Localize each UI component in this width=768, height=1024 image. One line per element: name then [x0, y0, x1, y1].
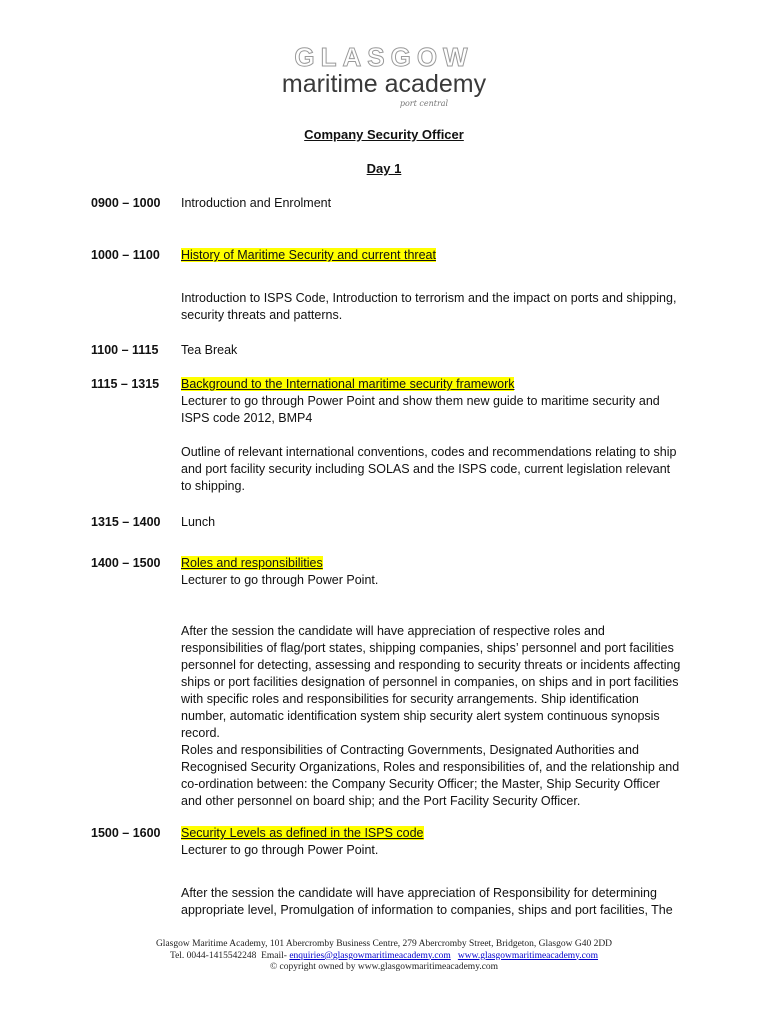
logo-wordmark: GLASGOW — [294, 42, 474, 72]
footer-copyright: © copyright owned by www.glasgowmaritimeacademy.com — [269, 962, 499, 972]
footer-website-link[interactable]: www.glasgowmaritimeacademy.com — [457, 950, 599, 961]
session-time: 1315 – 1400 — [91, 515, 161, 529]
footer-contact — [0, 951, 768, 963]
session-time: 1400 – 1500 — [91, 556, 161, 570]
session-description: Lecturer to go through Power Point. — [181, 573, 379, 587]
session-block — [181, 376, 681, 495]
logo-name: maritime academy — [281, 70, 487, 98]
page-footer — [0, 939, 768, 974]
session-description: After the session the candidate will have appreciation of Responsibility for determining appropriate level, Promulgation of information to companies, ships and port facilities, The — [181, 886, 673, 917]
day-title: Day 1 — [366, 161, 402, 176]
session-heading-text: Background to the International maritime security framework — [181, 377, 515, 391]
session-heading-text: Roles and responsibilities — [181, 556, 323, 570]
session-description: Roles and responsibilities of Contracting Governments, Designated Authorities and Recognised Security Organizations, Roles and responsibilities of, and the relationship and co-ordination between: the Company Security Officer; the Master, Ship Security Officer and other personnel on board ship; and the Port Facility Security Officer. — [181, 743, 680, 808]
session-time: 0900 – 1000 — [91, 196, 161, 210]
session-description: Lunch — [181, 515, 216, 529]
session-time: 1000 – 1100 — [91, 248, 160, 262]
session-heading-text: History of Maritime Security and current threat — [181, 248, 436, 262]
session-description: Tea Break — [181, 343, 238, 357]
footer-tel: Tel. 0044-1415542248 — [169, 950, 257, 961]
session-time: 1115 – 1315 — [91, 377, 160, 391]
session-time: 1100 – 1115 — [91, 343, 159, 357]
footer-email-label: Email- — [261, 950, 287, 961]
session-block — [181, 555, 681, 810]
session-description: Introduction and Enrolment — [181, 196, 332, 210]
academy-logo — [0, 44, 768, 110]
session-heading — [181, 247, 681, 264]
session-block — [181, 825, 681, 919]
course-title: Company Security Officer — [304, 127, 464, 142]
session-time: 1500 – 1600 — [91, 826, 161, 840]
session-description: Lecturer to go through Power Point and show them new guide to maritime security and ISPS code 2012, BMP4 — [181, 394, 660, 425]
session-description: Lecturer to go through Power Point. — [181, 843, 379, 857]
session-description: Outline of relevant international conventions, codes and recommendations relating to ship and port facility security including SOLAS and the ISPS code, current legislation relevant to shipping. — [181, 445, 677, 493]
session-heading-text: Security Levels as defined in the ISPS code — [181, 826, 424, 840]
footer-address: Glasgow Maritime Academy, 101 Abercromby Business Centre, 279 Abercromby Street, Bridgeton, Glasgow G40 2DD — [155, 939, 613, 949]
logo-tagline: port central — [399, 99, 449, 108]
session-description: Introduction to ISPS Code, Introduction to terrorism and the impact on ports and shipping, security threats and patterns. — [181, 291, 677, 322]
session-description: After the session the candidate will have appreciation of respective roles and responsibilities of flag/port states, shipping companies, ships’ personnel and port facilities personnel for detecting, assessing and responding to security threats or incidents affecting ships or port facilities designation of personnel in companies, on ships and in port facilities with specific roles and responsibilities for security arrangements. Ship identification number, automatic identification system ship security alert system continuous synopsis record. — [181, 624, 681, 740]
footer-email-link[interactable]: enquiries@glasgowmaritimeacademy.com — [289, 950, 451, 961]
